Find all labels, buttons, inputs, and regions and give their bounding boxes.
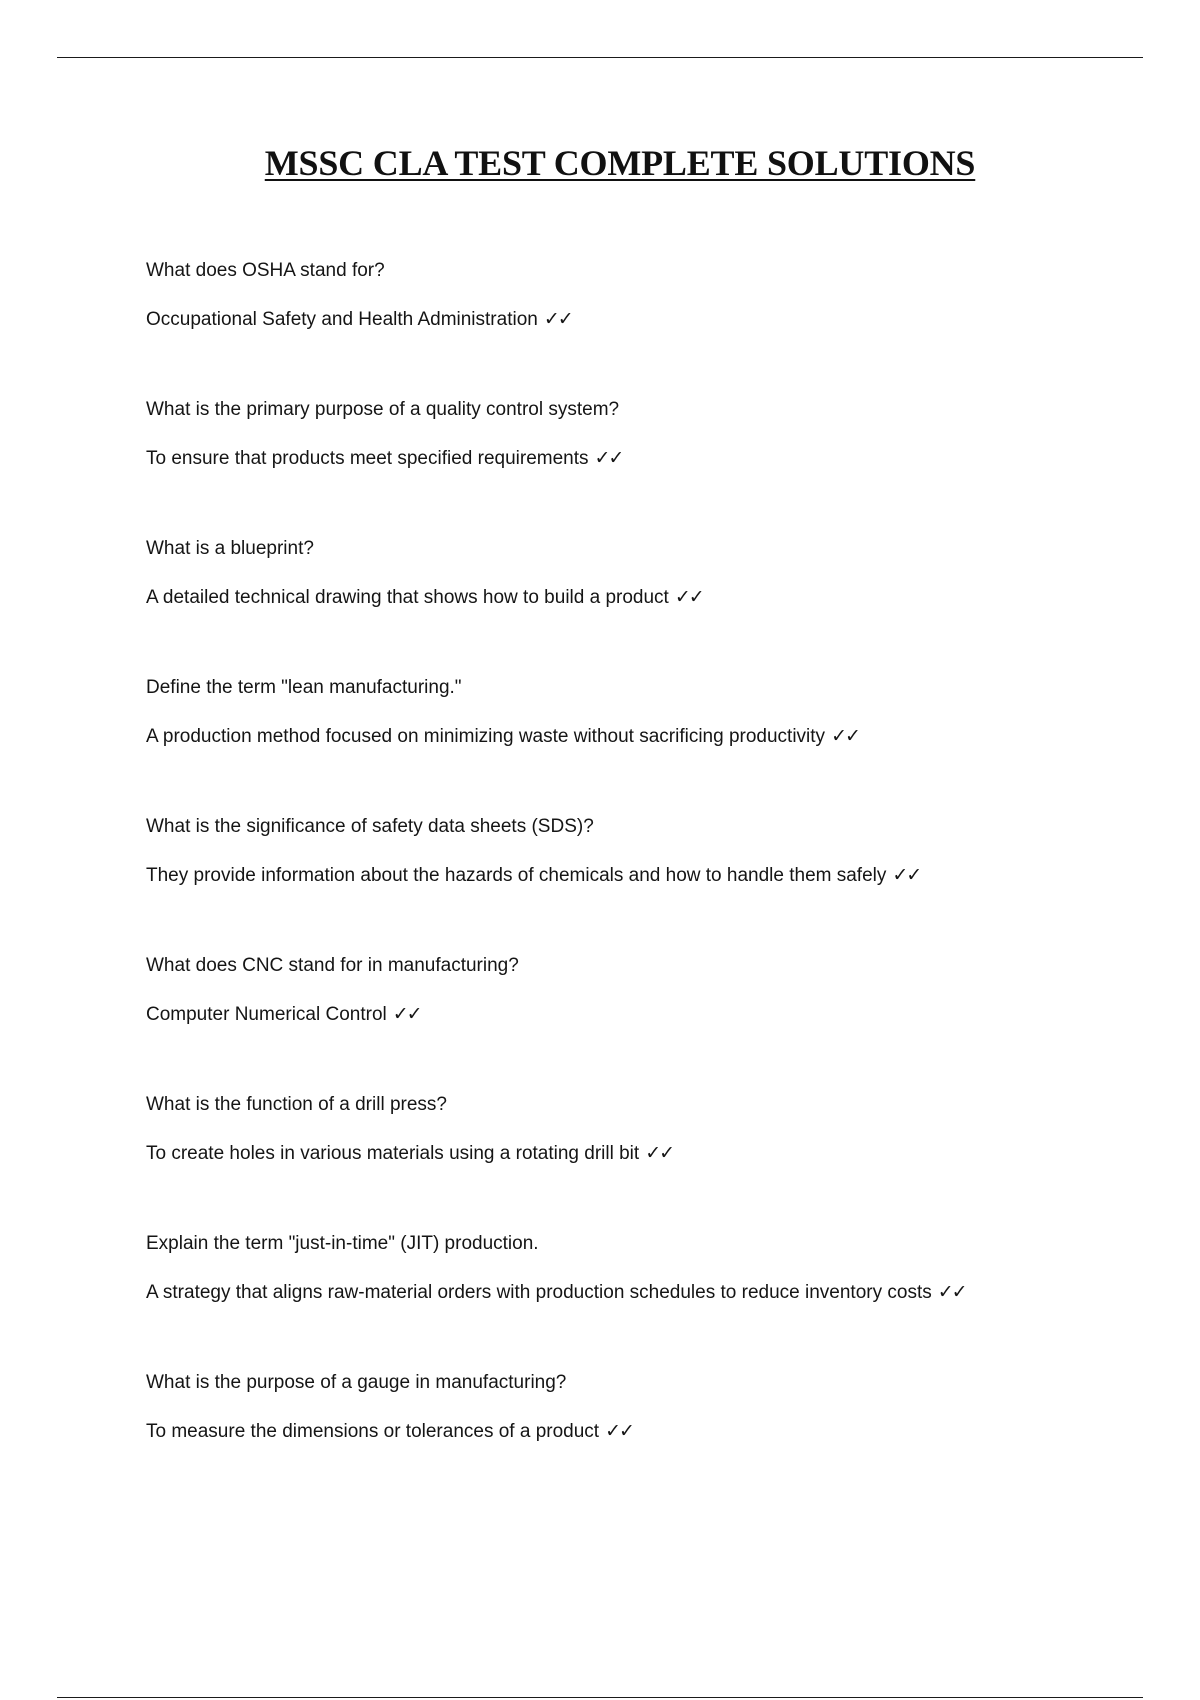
double-check-icon: ✓✓ xyxy=(392,1003,421,1025)
double-check-icon: ✓✓ xyxy=(831,725,859,747)
qa-item xyxy=(146,1232,1146,1371)
double-check-icon: ✓✓ xyxy=(892,864,921,886)
question-text: What is the significance of safety data sheets (SDS)? xyxy=(146,816,594,837)
answer-text xyxy=(146,863,920,888)
answer-body: To measure the dimensions or tolerances of a product xyxy=(146,1421,600,1442)
answer-body: They provide information about the hazards of chemicals and how to handle them safely xyxy=(146,865,887,886)
question-text: What is a blueprint? xyxy=(146,538,314,559)
top-divider xyxy=(57,57,1143,58)
double-check-icon: ✓✓ xyxy=(594,447,623,469)
qa-item xyxy=(146,537,1146,676)
question-text: What is the purpose of a gauge in manufacturing? xyxy=(146,1372,567,1393)
answer-text xyxy=(146,1141,673,1166)
question-text: What does CNC stand for in manufacturing? xyxy=(146,955,519,976)
page-title-text: MSSC CLA TEST COMPLETE SOLUTIONS xyxy=(264,143,976,183)
answer-text xyxy=(146,1002,421,1027)
qa-item xyxy=(146,676,1146,815)
question-text: Define the term "lean manufacturing." xyxy=(146,677,462,698)
answer-text xyxy=(146,446,622,471)
answer-body: To ensure that products meet specified requirements xyxy=(146,448,589,469)
double-check-icon: ✓✓ xyxy=(645,1142,674,1164)
question-text: What is the function of a drill press? xyxy=(146,1094,447,1115)
answer-text xyxy=(146,585,703,610)
question-text: What does OSHA stand for? xyxy=(146,260,385,281)
answer-body: A detailed technical drawing that shows how to build a product xyxy=(146,587,669,608)
answer-body: Occupational Safety and Health Administration xyxy=(146,309,538,330)
answer-text xyxy=(146,724,859,749)
double-check-icon: ✓✓ xyxy=(605,1420,633,1442)
double-check-icon: ✓✓ xyxy=(937,1281,966,1303)
qa-item xyxy=(146,815,1146,954)
answer-body: Computer Numerical Control xyxy=(146,1004,387,1025)
qa-item xyxy=(146,398,1146,537)
answer-body: A strategy that aligns raw-material orders with production schedules to reduce inventory costs xyxy=(146,1282,932,1303)
qa-item xyxy=(146,1093,1146,1232)
page-title xyxy=(0,142,1200,184)
double-check-icon: ✓✓ xyxy=(543,308,572,330)
bottom-divider xyxy=(57,1697,1143,1698)
qa-item xyxy=(146,1371,1146,1510)
answer-body: To create holes in various materials using a rotating drill bit xyxy=(146,1143,640,1164)
answer-text xyxy=(146,307,572,332)
qa-item xyxy=(146,259,1146,398)
double-check-icon: ✓✓ xyxy=(674,586,703,608)
question-text: Explain the term "just-in-time" (JIT) production. xyxy=(146,1233,539,1254)
answer-body: A production method focused on minimizing waste without sacrificing productivity xyxy=(146,726,826,747)
qa-list xyxy=(146,259,1146,1510)
question-text: What is the primary purpose of a quality control system? xyxy=(146,399,620,420)
answer-text xyxy=(146,1280,966,1305)
qa-item xyxy=(146,954,1146,1093)
answer-text xyxy=(146,1419,633,1444)
